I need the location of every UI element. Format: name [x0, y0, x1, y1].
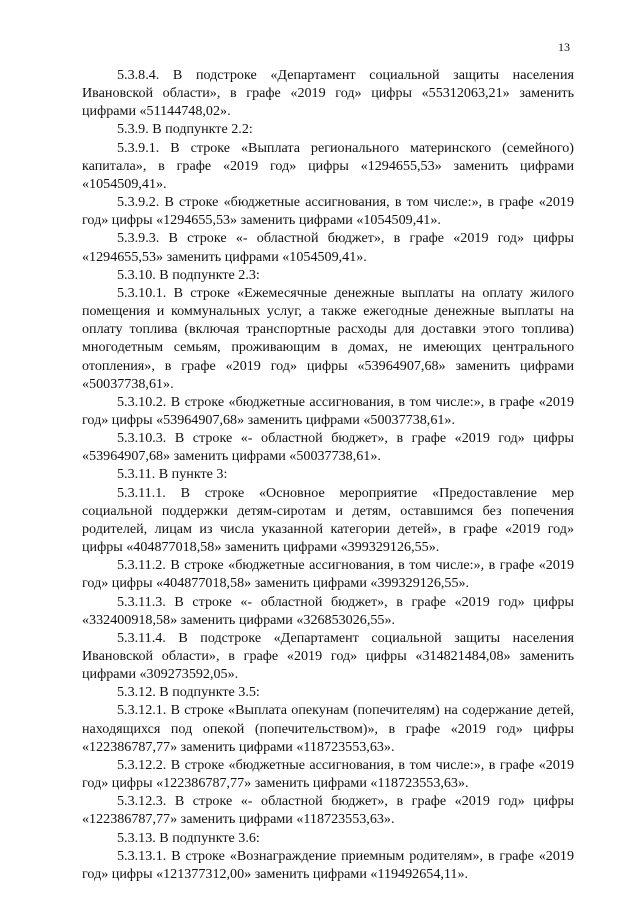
- page-number: 13: [558, 40, 570, 54]
- paragraph-5-3-12: 5.3.12. В подпункте 3.5:: [117, 684, 260, 701]
- paragraph-5-3-11-1: 5.3.11.1. В строке «Основное мероприятие «Предоставление мер социальной поддержки детям-сиротам и детям, оставшимся без попечения родителей, лицам из числа указанной категории детей», в графе «2019 год» цифры «404877018,58» заменить цифрами «399329126,55».: [82, 484, 574, 556]
- paragraph-5-3-10: 5.3.10. В подпункте 2.3:: [117, 266, 260, 283]
- paragraph-5-3-8-4: 5.3.8.4. В подстроке «Департамент социальной защиты населения Ивановской области», в графе «2019 год» цифры «55312063,21» заменить цифрами «51144748,02».: [82, 67, 574, 120]
- paragraph-5-3-9: 5.3.9. В подпункте 2.2:: [117, 121, 253, 138]
- paragraph-5-3-9-1: 5.3.9.1. В строке «Выплата регионального материнского (семейного) капитала», в графе «2019 год» цифры «1294655,53» заменить цифрами «1054509,41».: [82, 139, 574, 192]
- document-body: [82, 66, 574, 883]
- paragraph-5-3-9-2: 5.3.9.2. В строке «бюджетные ассигнования, в том числе:», в графе «2019 год» цифры «1294655,53» заменить цифрами «1054509,41».: [82, 194, 574, 229]
- paragraph-5-3-9-3: 5.3.9.3. В строке «- областной бюджет», в графе «2019 год» цифры «1294655,53» заменить цифрами «1054509,41».: [82, 230, 574, 265]
- paragraph-5-3-11-4: 5.3.11.4. В подстроке «Департамент социальной защиты населения Ивановской области», в графе «2019 год» цифры «314821484,08» заменить цифрами «309273592,05».: [82, 629, 574, 683]
- paragraph-5-3-13: 5.3.13. В подпункте 3.6:: [117, 829, 260, 846]
- paragraph-5-3-12-1: 5.3.12.1. В строке «Выплата опекунам (попечителям) на содержание детей, находящихся под опекой (попечительством)», в графе «2019 год» цифры «122386787,77» заменить цифрами «118723553,63».: [82, 702, 574, 755]
- paragraph-5-3-13-1: 5.3.13.1. В строке «Вознаграждение приемным родителям», в графе «2019 год» цифры «121377312,00» заменить цифрами «119492654,11».: [82, 847, 574, 882]
- paragraph-5-3-11-2: 5.3.11.2. В строке «бюджетные ассигнования, в том числе:», в графе «2019 год» цифры «404877018,58» заменить цифрами «399329126,55».: [82, 557, 574, 592]
- paragraph-5-3-12-2: 5.3.12.2. В строке «бюджетные ассигнования, в том числе:», в графе «2019 год» цифры «122386787,77» заменить цифрами «118723553,63».: [82, 756, 574, 792]
- paragraph-5-3-11: 5.3.11. В пункте 3:: [117, 466, 228, 483]
- paragraph-5-3-10-3: 5.3.10.3. В строке «- областной бюджет», в графе «2019 год» цифры «53964907,68» заменить цифрами «50037738,61».: [82, 430, 574, 465]
- paragraph-5-3-10-1: 5.3.10.1. В строке «Ежемесячные денежные выплаты на оплату жилого помещения и коммунальных услуг, а также ежегодные денежные выплаты на оплату топлива (включая транспортные расходы для доставки этого топлива) многодетным семьям, проживающим в домах, не имеющих центрального отопления», в графе «2019 год» цифры «53964907,68» заменить цифрами «50037738,61».: [82, 284, 574, 392]
- paragraph-5-3-10-2: 5.3.10.2. В строке «бюджетные ассигнования, в том числе:», в графе «2019 год» цифры «53964907,68» заменить цифрами «50037738,61».: [82, 393, 574, 428]
- paragraph-5-3-12-3: 5.3.12.3. В строке «- областной бюджет», в графе «2019 год» цифры «122386787,77» заменить цифрами «118723553,63».: [82, 793, 574, 828]
- paragraph-5-3-11-3: 5.3.11.3. В строке «- областной бюджет», в графе «2019 год» цифры «332400918,58» заменить цифрами «326853026,55».: [82, 593, 574, 628]
